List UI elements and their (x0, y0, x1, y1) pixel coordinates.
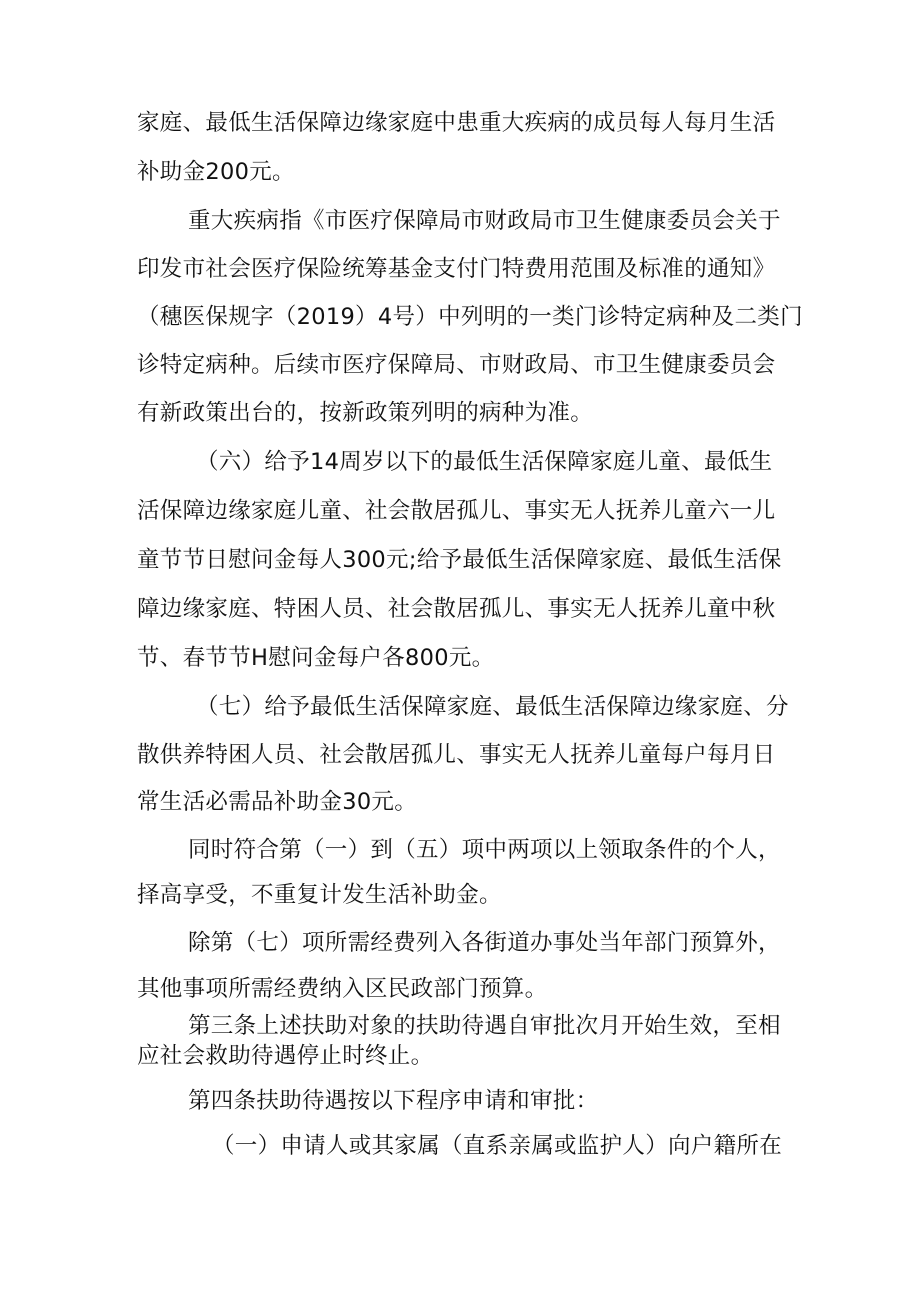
text-line: 除第（七）项所需经费列入各街道办事处当年部门预算外， (188, 930, 781, 956)
text-line: 有新政策出台的，按新政策列明的病种为准。 (137, 400, 594, 426)
text-line: 活保障边缘家庭儿童、社会散居孤儿、事实无人抚养儿童六一儿 (137, 498, 776, 524)
text-line: （七）给予最低生活保障家庭、最低生活保障边缘家庭、分 (196, 694, 789, 720)
text-line: （穗医保规字（2019）4号）中列明的一类门诊特定病种及二类门 (137, 304, 803, 330)
text-line: 第三条上述扶助对象的扶助待遇自审批次月开始生效，至相 (188, 1013, 781, 1039)
text-line: 择高享受，不重复计发生活补助金。 (137, 882, 502, 908)
text-line: （一）申请人或其家属（直系亲属或监护人）向户籍所在 (212, 1133, 783, 1159)
text-line: 补助金200元。 (137, 159, 295, 185)
text-line: 散供养特困人员、社会散居孤儿、事实无人抚养儿童每户每月日 (137, 742, 776, 768)
text-line: 印发市社会医疗保险统筹基金支付门特费用范围及标准的通知》 (137, 256, 776, 282)
text-line: 第四条扶助待遇按以下程序申请和审批： (188, 1088, 599, 1114)
text-line: 同时符合第（一）到（五）项中两项以上领取条件的个人， (188, 837, 781, 863)
text-line: 节、春节节H慰问金每户各800元。 (137, 645, 495, 671)
text-line: 童节节日慰问金每人300元;给予最低生活保障家庭、最低生活保 (137, 547, 782, 573)
text-line: （六）给予14周岁以下的最低生活保障家庭儿童、最低生 (196, 449, 773, 475)
text-line: 障边缘家庭、特困人员、社会散居孤儿、事实无人抚养儿童中秋 (137, 596, 776, 622)
text-line: 应社会救助待遇停止时终止。 (137, 1043, 434, 1069)
text-line: 其他事项所需经费纳入区民政部门预算。 (137, 976, 548, 1002)
text-line: 重大疾病指《市医疗保障局市财政局市卫生健康委员会关于 (188, 208, 781, 234)
text-line: 常生活必需品补助金30元。 (137, 789, 418, 815)
text-line: 诊特定病种。后续市医疗保障局、市财政局、市卫生健康委员会 (137, 352, 776, 378)
text-line: 家庭、最低生活保障边缘家庭中患重大疾病的成员每人每月生活 (137, 110, 776, 136)
